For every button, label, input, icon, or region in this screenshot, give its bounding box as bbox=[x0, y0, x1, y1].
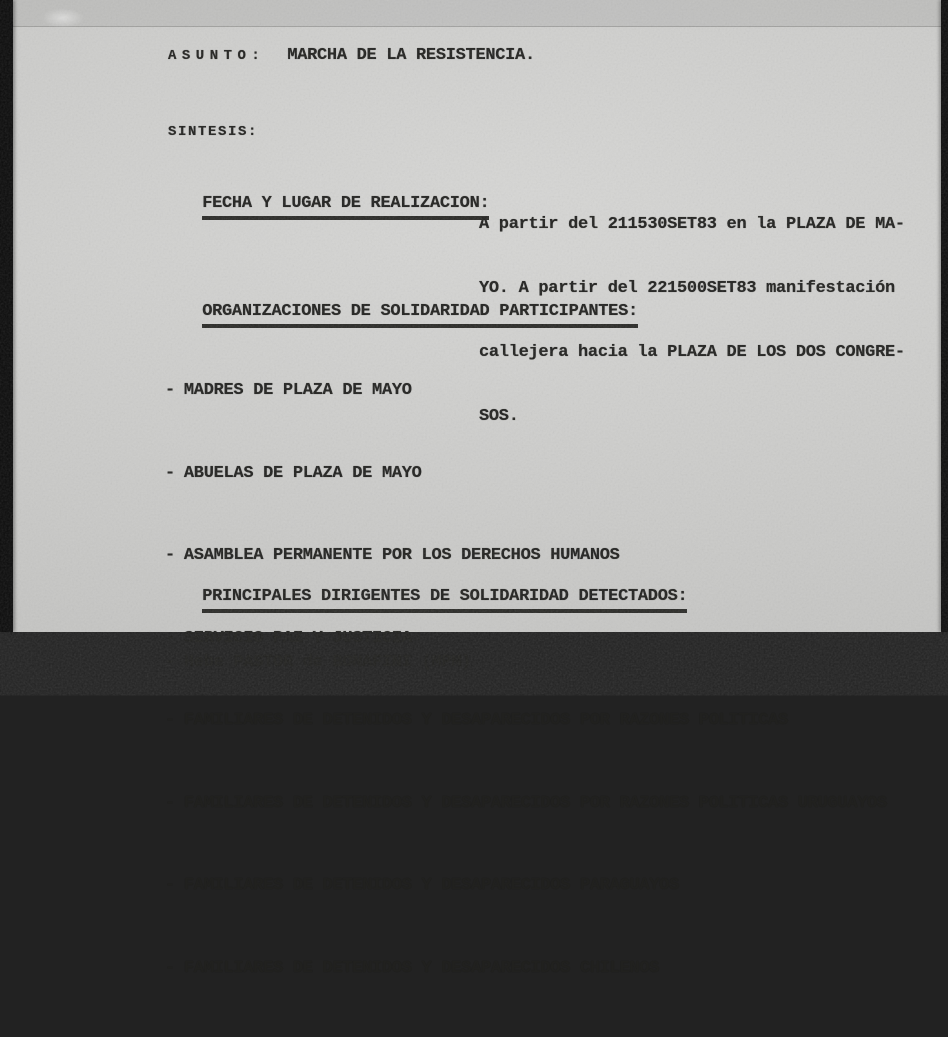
dash-bullet: - bbox=[165, 628, 175, 648]
scan-top-shade bbox=[0, 0, 948, 27]
fecha-lugar-heading: FECHA Y LUGAR DE REALIZACION: bbox=[202, 194, 489, 220]
sintesis-label: SINTESIS: bbox=[168, 124, 259, 140]
list-item-text: FAMILIARES DE DETENIDOS Y DESAPARECIDOS POR RAZONES POLITICAS URUGUAYOS bbox=[183, 793, 887, 813]
dash-bullet: - bbox=[165, 793, 175, 813]
subject-label: ASUNTO: bbox=[168, 48, 266, 64]
dash-bullet: - bbox=[165, 463, 175, 483]
list-item bbox=[165, 460, 887, 488]
scan-edge-left bbox=[0, 0, 13, 632]
dash-bullet: - bbox=[165, 876, 175, 895]
dash-bullet: - bbox=[165, 381, 175, 400]
paragraph-line: SOS. bbox=[479, 407, 519, 427]
list-item-text: FAMILIARES DE DETENIDOS Y DESAPARECIDOS PARAGUAYOS bbox=[183, 876, 679, 895]
list-item-text: Hebe PASTOR de BONAFINI (MPM) bbox=[183, 653, 472, 672]
list-item-text: SERVICIO PAZ Y JUSTICIA bbox=[183, 628, 412, 648]
dash-bullet: - bbox=[165, 958, 175, 978]
paragraph-line: YO. A partir del 221500SET83 manifestación bbox=[479, 279, 895, 299]
list-item bbox=[165, 955, 887, 983]
subject-line bbox=[168, 46, 535, 65]
section-fecha-lugar bbox=[165, 176, 489, 238]
organizaciones-heading: ORGANIZACIONES DE SOLIDARIDAD PARTICIPANTES: bbox=[202, 302, 638, 328]
list-item bbox=[165, 542, 887, 570]
scan-smudge bbox=[28, 2, 98, 42]
list-item-text: ABUELAS DE PLAZA DE MAYO bbox=[183, 463, 422, 483]
dash-bullet: - bbox=[165, 653, 175, 672]
list-item-text: FAMILIARES DE DETENIDOS Y DESAPARECIDOS CHILENOS bbox=[183, 958, 660, 978]
list-item-text: ASAMBLEA PERMANENTE POR LOS DERECHOS HUMANOS bbox=[183, 546, 620, 565]
dash-bullet: - bbox=[165, 711, 175, 730]
list-item-text: FAMILIARES DE DETENIDOS Y DESAPARECIDOS POR RAZONES POLITICAS bbox=[183, 711, 788, 730]
subject-value: MARCHA DE LA RESISTENCIA. bbox=[287, 46, 535, 65]
dash-bullet: - bbox=[165, 546, 175, 565]
list-item bbox=[165, 652, 471, 673]
list-item bbox=[165, 872, 887, 900]
scan-edge-right bbox=[941, 0, 948, 632]
paragraph-line: callejera hacia la PLAZA DE LOS DOS CONGRE- bbox=[479, 343, 905, 363]
list-item bbox=[165, 790, 887, 818]
list-item-text: MADRES DE PLAZA DE MAYO bbox=[183, 381, 412, 400]
dirigentes-heading: PRINCIPALES DIRIGENTES DE SOLIDARIDAD DETECTADOS: bbox=[202, 587, 687, 613]
dirigentes-list bbox=[165, 610, 471, 715]
list-item bbox=[165, 377, 887, 405]
paragraph-line: A partir del 211530SET83 en la PLAZA DE MA- bbox=[479, 214, 905, 234]
